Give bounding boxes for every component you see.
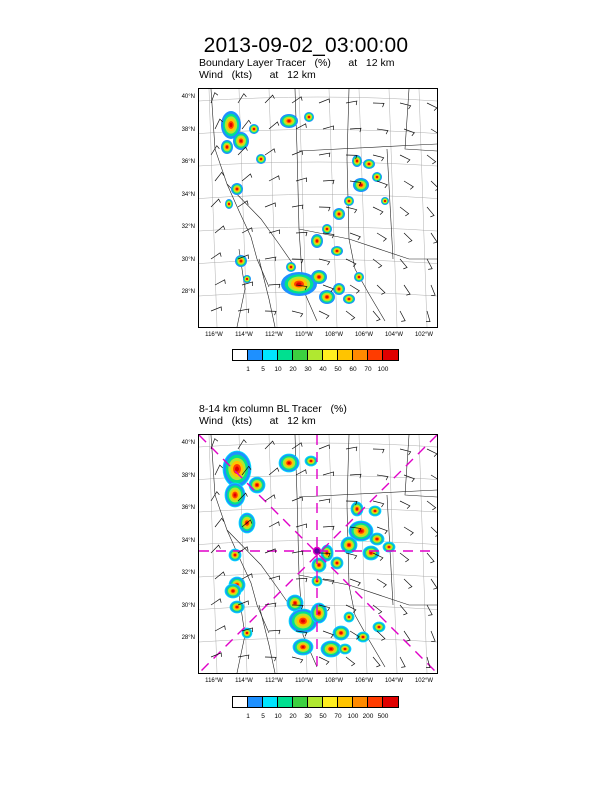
colorbar-label: 100 bbox=[377, 366, 389, 373]
wind-barb bbox=[400, 553, 409, 562]
parallel-line bbox=[199, 443, 437, 447]
wind-barb bbox=[431, 285, 435, 295]
panel-1-title-line1: Boundary Layer Tracer (%) at 12 km bbox=[199, 57, 395, 69]
colorbar-label: 1 bbox=[246, 713, 250, 720]
colorbar-swatch bbox=[293, 697, 308, 707]
wind-barb bbox=[296, 232, 307, 236]
wind-barb bbox=[346, 311, 355, 320]
tracer-blob bbox=[356, 160, 358, 162]
parallel-line bbox=[199, 292, 437, 296]
lon-tick-label: 114°W bbox=[235, 678, 253, 684]
tracer-blob bbox=[326, 228, 328, 230]
wind-barb bbox=[400, 657, 405, 667]
tracer-blob bbox=[288, 462, 291, 465]
lon-tick-label: 116°W bbox=[205, 678, 223, 684]
meridian-line bbox=[359, 89, 367, 327]
lon-tick-label: 110°W bbox=[295, 678, 313, 684]
wind-barb bbox=[238, 655, 249, 659]
wind-barb bbox=[215, 626, 225, 631]
boundary-line bbox=[405, 89, 437, 151]
lon-tick-label: 102°W bbox=[414, 678, 434, 684]
meridian-line bbox=[209, 89, 217, 327]
colorbar-swatch bbox=[338, 697, 353, 707]
wind-barb bbox=[427, 449, 437, 457]
colorbar-label: 20 bbox=[289, 713, 297, 720]
colorbar-label: 30 bbox=[304, 713, 312, 720]
wind-barb bbox=[346, 259, 356, 267]
lon-tick-label: 112°W bbox=[265, 332, 283, 338]
tracer-blob bbox=[368, 163, 370, 165]
tracer-blob bbox=[240, 260, 242, 262]
wind-barb bbox=[404, 527, 413, 535]
wind-barb bbox=[404, 129, 414, 136]
lat-tick-label: 30°N bbox=[181, 602, 195, 609]
tracer-blob bbox=[226, 146, 228, 148]
wind-barb bbox=[346, 207, 357, 213]
lon-tick-label: 106°W bbox=[354, 678, 374, 684]
colorbar-swatch bbox=[278, 697, 293, 707]
tracer-blob bbox=[232, 590, 234, 592]
parallel-line bbox=[199, 638, 437, 642]
tracer-blob bbox=[344, 648, 346, 650]
colorbar-swatch bbox=[263, 350, 278, 360]
tracer-blob bbox=[236, 606, 238, 608]
panel-1-title bbox=[199, 58, 395, 81]
meridian-line bbox=[269, 89, 277, 327]
tracer-blob bbox=[340, 632, 342, 634]
map-canvas bbox=[199, 89, 437, 327]
tracer-blob bbox=[234, 554, 236, 556]
colorbar-swatch bbox=[308, 350, 323, 360]
wind-barb bbox=[211, 199, 220, 207]
wind-barb bbox=[265, 603, 276, 607]
wind-barb bbox=[346, 101, 357, 105]
colorbar-label: 500 bbox=[377, 713, 389, 720]
wind-barb bbox=[296, 124, 306, 129]
wind-barb bbox=[400, 501, 410, 509]
tracer-blob bbox=[288, 120, 291, 122]
wind-barb bbox=[265, 257, 276, 261]
colorbar-label: 50 bbox=[334, 366, 342, 373]
tracer-blob bbox=[302, 646, 305, 648]
lon-tick-label: 104°W bbox=[384, 678, 404, 684]
crosshair-center bbox=[314, 548, 321, 555]
wind-barb bbox=[427, 605, 432, 615]
panel-2-colorbar bbox=[232, 696, 399, 708]
wind-barb bbox=[431, 233, 437, 243]
wind-barb bbox=[400, 449, 411, 455]
tracer-blob bbox=[384, 200, 386, 202]
colorbar-swatch bbox=[263, 697, 278, 707]
lon-tick-label: 112°W bbox=[265, 678, 283, 684]
wind-barb bbox=[431, 527, 437, 536]
lon-tick-label: 106°W bbox=[354, 332, 374, 338]
wind-barb bbox=[373, 103, 384, 107]
wind-barb bbox=[319, 445, 329, 449]
wind-barb bbox=[296, 578, 307, 582]
colorbar-swatch bbox=[233, 697, 248, 707]
wind-barb bbox=[373, 657, 380, 667]
lat-tick-label: 34°N bbox=[181, 537, 195, 544]
wind-barb bbox=[350, 579, 360, 586]
wind-barb bbox=[346, 657, 355, 666]
wind-barb bbox=[404, 631, 410, 641]
colorbar-label: 20 bbox=[289, 366, 297, 373]
parallel-line bbox=[199, 162, 437, 166]
lat-tick-label: 38°N bbox=[181, 126, 195, 133]
wind-barb bbox=[377, 129, 388, 134]
colorbar-label: 5 bbox=[261, 366, 265, 373]
wind-barb bbox=[211, 599, 221, 605]
tracer-blob bbox=[246, 632, 248, 634]
wind-barb bbox=[269, 630, 280, 634]
tracer-blob bbox=[336, 562, 338, 564]
wind-barb bbox=[269, 176, 279, 181]
wind-barb bbox=[427, 501, 436, 510]
colorbar-label: 100 bbox=[347, 713, 359, 720]
wind-barb bbox=[215, 280, 225, 285]
main-title: 2013-09-02_03:00:00 bbox=[203, 34, 409, 57]
wind-barb bbox=[319, 99, 329, 103]
colorbar-label: 70 bbox=[334, 713, 342, 720]
wind-barb bbox=[350, 285, 359, 293]
tracer-blob bbox=[376, 538, 378, 540]
lon-tick-label: 108°W bbox=[324, 678, 344, 684]
wind-barb bbox=[377, 233, 386, 241]
colorbar-swatch bbox=[233, 350, 248, 360]
wind-barb bbox=[265, 203, 275, 207]
wind-barb bbox=[269, 284, 280, 288]
lat-tick-label: 30°N bbox=[181, 256, 195, 263]
wind-barb bbox=[319, 153, 330, 157]
tracer-blob bbox=[308, 116, 310, 118]
lon-tick-label: 116°W bbox=[205, 332, 223, 338]
meridian-line bbox=[419, 89, 427, 327]
colorbar-swatch bbox=[383, 697, 398, 707]
colorbar-swatch bbox=[323, 697, 338, 707]
lat-tick-label: 40°N bbox=[181, 440, 195, 446]
wind-barb bbox=[269, 468, 279, 475]
tracer-blob bbox=[388, 546, 390, 548]
colorbar-label: 30 bbox=[304, 366, 312, 373]
meridian-line bbox=[269, 435, 277, 673]
lon-tick-label: 104°W bbox=[384, 332, 404, 338]
parallel-line bbox=[199, 508, 437, 512]
wind-barb bbox=[400, 155, 410, 163]
lat-tick-label: 34°N bbox=[181, 191, 195, 198]
parallel-line bbox=[199, 227, 437, 231]
wind-barb bbox=[265, 441, 274, 449]
colorbar-swatch bbox=[368, 697, 383, 707]
wind-barb bbox=[431, 579, 437, 589]
wind-barb bbox=[238, 309, 249, 313]
colorbar-swatch bbox=[323, 350, 338, 360]
colorbar-swatch bbox=[368, 350, 383, 360]
wind-barb bbox=[265, 495, 275, 501]
lon-tick-label: 108°W bbox=[324, 332, 344, 338]
tracer-blob bbox=[240, 140, 242, 143]
tracer-blob bbox=[290, 266, 292, 268]
wind-barb bbox=[400, 103, 411, 109]
wind-barb bbox=[269, 122, 279, 129]
wind-barb bbox=[292, 443, 302, 449]
boundary-line bbox=[387, 149, 393, 259]
tracer-blob bbox=[356, 508, 358, 510]
wind-barb bbox=[265, 95, 274, 103]
wind-barb bbox=[431, 181, 437, 190]
wind-barb bbox=[211, 253, 221, 259]
wind-barb bbox=[427, 259, 432, 269]
lat-tick-label: 32°N bbox=[181, 224, 195, 230]
wind-barb bbox=[292, 657, 303, 663]
wind-barb bbox=[292, 97, 302, 103]
tracer-blob bbox=[358, 276, 360, 278]
wind-barb bbox=[265, 657, 276, 661]
lon-tick-label: 110°W bbox=[295, 332, 313, 338]
wind-barb bbox=[427, 103, 437, 111]
colorbar-swatch bbox=[353, 350, 368, 360]
wind-barb bbox=[404, 475, 414, 482]
wind-barb bbox=[242, 174, 252, 181]
wind-barb bbox=[265, 149, 275, 155]
wind-barb bbox=[269, 522, 279, 527]
wind-barb bbox=[404, 181, 413, 189]
colorbar-label: 50 bbox=[319, 713, 327, 720]
tracer-blob bbox=[318, 612, 320, 615]
tracer-blob bbox=[253, 128, 255, 130]
tracer-blob bbox=[362, 636, 364, 638]
wind-barb bbox=[400, 311, 405, 321]
wind-barb bbox=[400, 207, 409, 216]
lat-tick-label: 38°N bbox=[181, 472, 195, 479]
tracer-blob bbox=[256, 484, 258, 486]
panel-1-title-line2: Wind (kts) at 12 km bbox=[199, 68, 316, 81]
tracer-blob bbox=[376, 176, 378, 178]
tracer-blob bbox=[318, 276, 320, 278]
colorbar-label: 5 bbox=[261, 713, 265, 720]
tracer-blob bbox=[338, 288, 340, 290]
wind-barb bbox=[427, 207, 434, 217]
tracer-blob bbox=[228, 203, 230, 205]
wind-barb bbox=[319, 259, 330, 265]
colorbar-label: 10 bbox=[274, 713, 282, 720]
tracer-blob bbox=[326, 296, 328, 298]
tracer-blob bbox=[246, 278, 248, 280]
wind-barb bbox=[215, 518, 224, 527]
wind-barb bbox=[404, 233, 412, 242]
tracer-blob bbox=[234, 493, 237, 496]
parallel-line bbox=[199, 195, 437, 199]
lat-tick-label: 28°N bbox=[181, 289, 195, 295]
parallel-line bbox=[199, 541, 437, 545]
tracer-blob bbox=[374, 510, 376, 512]
tracer-blob bbox=[260, 158, 262, 160]
colorbar-label: 10 bbox=[274, 366, 282, 373]
tracer-blob bbox=[370, 552, 372, 554]
wind-barb bbox=[377, 181, 387, 188]
lon-tick-label: 102°W bbox=[414, 332, 434, 338]
wind-barb bbox=[427, 553, 434, 563]
tracer-blob bbox=[330, 648, 333, 650]
wind-barb bbox=[292, 205, 303, 209]
wind-barb bbox=[319, 207, 330, 211]
tracer-blob bbox=[338, 213, 340, 215]
wind-barb bbox=[373, 449, 384, 453]
panel-2-title bbox=[199, 404, 347, 427]
lon-tick-label: 114°W bbox=[235, 332, 253, 338]
lat-tick-label: 28°N bbox=[181, 635, 195, 641]
tracer-field bbox=[223, 451, 395, 657]
tracer-blob bbox=[336, 250, 338, 252]
panel-1-map bbox=[198, 88, 438, 328]
meridian-line bbox=[419, 435, 427, 673]
tracer-blob bbox=[310, 460, 312, 462]
tracer-blob bbox=[236, 188, 238, 190]
wind-barb bbox=[265, 311, 276, 315]
wind-barb bbox=[346, 553, 357, 559]
tracer-blob bbox=[348, 200, 350, 202]
wind-barb bbox=[404, 579, 412, 588]
wind-barb bbox=[215, 172, 224, 181]
colorbar-label: 1 bbox=[246, 366, 250, 373]
wind-barb bbox=[373, 311, 380, 321]
wind-barb bbox=[319, 657, 329, 665]
wind-barb bbox=[400, 605, 407, 615]
colorbar-label: 40 bbox=[319, 366, 327, 373]
tracer-blob bbox=[348, 544, 350, 546]
meridian-line bbox=[209, 435, 217, 673]
tracer-blob bbox=[301, 619, 305, 622]
wind-barb bbox=[346, 447, 357, 451]
tracer-blob bbox=[348, 298, 350, 300]
colorbar-label: 200 bbox=[362, 713, 374, 720]
tracer-blob bbox=[294, 602, 296, 604]
wind-barb bbox=[296, 470, 306, 475]
lat-tick-label: 36°N bbox=[181, 505, 195, 511]
colorbar-label: 60 bbox=[349, 366, 357, 373]
colorbar-swatch bbox=[308, 697, 323, 707]
colorbar-swatch bbox=[293, 350, 308, 360]
tracer-blob bbox=[230, 123, 233, 127]
wind-barb bbox=[373, 155, 384, 161]
wind-barb bbox=[323, 631, 333, 638]
wind-barb bbox=[319, 499, 330, 503]
colorbar-swatch bbox=[278, 350, 293, 360]
lat-tick-label: 40°N bbox=[181, 94, 195, 100]
wind-barb bbox=[427, 155, 436, 164]
wind-barb bbox=[346, 605, 356, 613]
wind-barb bbox=[215, 465, 223, 475]
colorbar-swatch bbox=[248, 697, 263, 707]
panel-2-map bbox=[198, 434, 438, 674]
boundary-line bbox=[347, 89, 355, 269]
colorbar-swatch bbox=[338, 350, 353, 360]
colorbar-swatch bbox=[353, 697, 368, 707]
tracer-blob bbox=[316, 240, 318, 242]
colorbar-label: 70 bbox=[364, 366, 372, 373]
tracer-blob bbox=[318, 564, 320, 566]
boundary-line bbox=[405, 435, 437, 497]
lat-tick-label: 36°N bbox=[181, 159, 195, 165]
wind-barb bbox=[400, 259, 407, 269]
panel-1-colorbar bbox=[232, 349, 399, 361]
tracer-field bbox=[221, 111, 389, 304]
panel-2-title-line2: Wind (kts) at 12 km bbox=[199, 414, 316, 427]
lat-tick-label: 32°N bbox=[181, 570, 195, 576]
map-canvas bbox=[199, 435, 437, 673]
wind-barb bbox=[404, 285, 410, 295]
wind-barb bbox=[319, 311, 329, 319]
wind-barb bbox=[211, 545, 220, 553]
wind-barb bbox=[377, 579, 386, 587]
wind-barb bbox=[373, 207, 383, 215]
wind-barb bbox=[377, 475, 388, 480]
colorbar-swatch bbox=[248, 350, 263, 360]
parallel-line bbox=[199, 97, 437, 101]
wind-barb bbox=[292, 311, 303, 317]
tracer-blob bbox=[348, 616, 350, 618]
wind-barb bbox=[431, 631, 435, 641]
tracer-blob bbox=[378, 626, 380, 628]
wind-barb bbox=[350, 233, 360, 240]
colorbar-swatch bbox=[383, 350, 398, 360]
panel-2-title-line1: 8-14 km column BL Tracer (%) bbox=[199, 403, 347, 415]
